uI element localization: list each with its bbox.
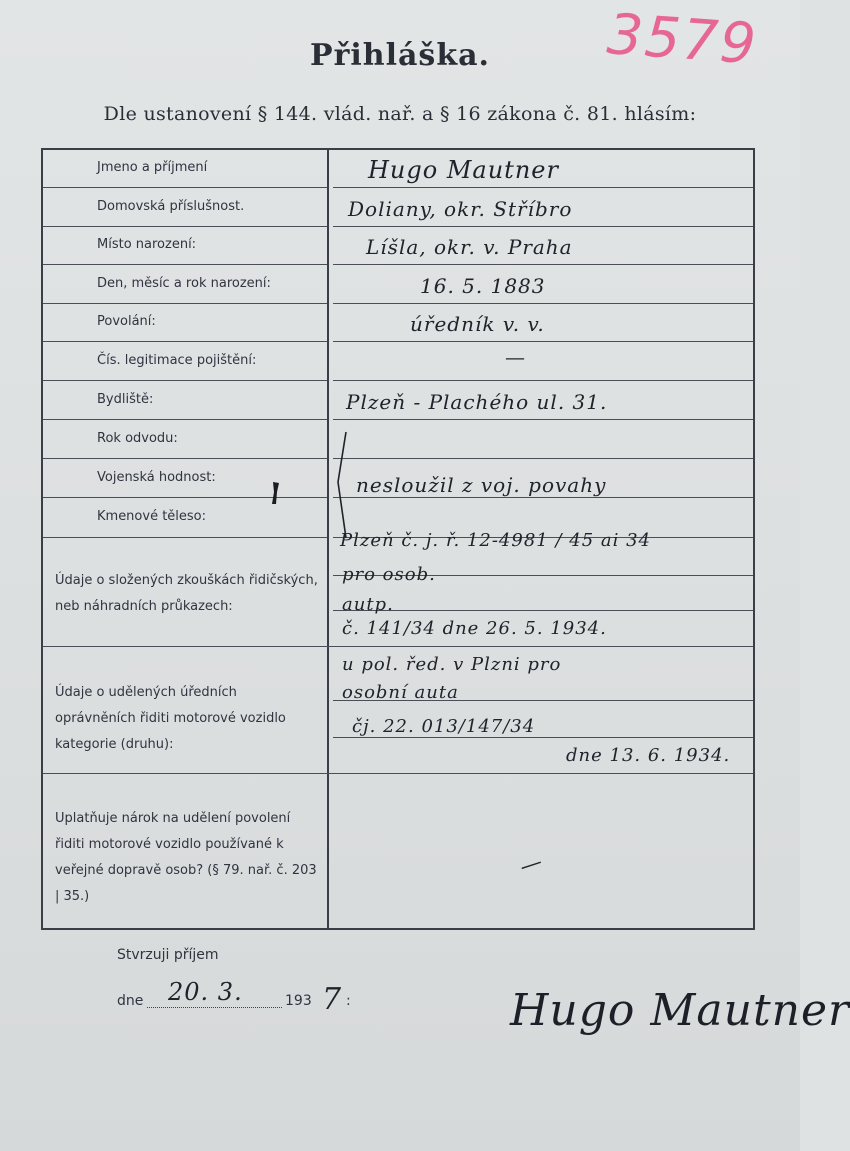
value-domicile: Doliany, okr. Stříbro [348, 197, 573, 221]
receipt-year-suffix: : [346, 993, 351, 1009]
value-exams-line-1: Plzeň č. j. ř. 12-4981 / 45 ai 34 [340, 530, 651, 551]
receipt-year-digit: 7 [322, 982, 343, 1017]
label-insurance: Čís. legitimace pojištění: [97, 353, 257, 368]
row-divider [43, 646, 753, 647]
row-divider [43, 537, 327, 538]
answer-line [333, 458, 753, 459]
row-divider [43, 380, 327, 381]
answer-line [333, 737, 753, 738]
value-name: Hugo Mautner [368, 156, 559, 184]
answer-line [333, 497, 753, 498]
value-permits-line-2: osobní auta [342, 682, 459, 703]
row-divider [43, 226, 327, 227]
ink-blot-mark [270, 480, 280, 506]
receipt-date-prefix: dne [117, 993, 144, 1009]
label-birthdate: Den, měsíc a rok narození: [97, 276, 271, 291]
row-divider [43, 773, 753, 774]
receipt-date-line [147, 1006, 282, 1008]
label-exams: Údaje o složených zkouškách řidičských, neb náhradních průkazech: [55, 573, 318, 614]
row-divider [43, 264, 327, 265]
value-birthplace: Líšla, okr. v. Praha [366, 235, 573, 259]
value-birthdate: 16. 5. 1883 [420, 274, 546, 298]
value-permits-line-4: dne 13. 6. 1934. [566, 745, 731, 766]
value-insurance: — [505, 345, 526, 369]
column-divider [327, 148, 329, 930]
value-exams-line-2: pro osob. [342, 564, 436, 585]
answer-line [333, 303, 753, 304]
answer-line [333, 264, 753, 265]
label-residence: Bydliště: [97, 392, 154, 407]
value-occupation: úředník v. v. [410, 312, 545, 336]
row-divider [43, 419, 327, 420]
value-military: nesloužil z voj. povahy [356, 473, 607, 497]
value-exams-line-3: autp. [342, 594, 394, 615]
row-divider [43, 303, 327, 304]
row-divider [43, 497, 327, 498]
label-birthplace: Místo narození: [97, 237, 197, 252]
row-divider [43, 187, 327, 188]
receipt-year-prefix: 193 [285, 993, 312, 1009]
answer-line [333, 226, 753, 227]
receipt-confirm-label: Stvrzuji příjem [117, 947, 219, 963]
value-residence: Plzeň - Plachého ul. 31. [346, 390, 608, 414]
label-name: Jmeno a příjmení [97, 160, 208, 175]
label-military-rank: Vojenská hodnost: [97, 470, 216, 485]
legal-basis-subtitle: Dle ustanovení § 144. vlád. nař. a § 16 zákona č. 81. hlásím: [103, 103, 697, 125]
answer-line [333, 380, 753, 381]
applicant-signature: Hugo Mautner [510, 985, 850, 1036]
value-public-transport: — [516, 849, 547, 880]
answer-line [333, 419, 753, 420]
row-divider [43, 341, 327, 342]
value-permits-line-3: čj. 22. 013/147/34 [352, 716, 536, 737]
label-permits: Údaje o udělených úředních oprávněních řiditi motorové vozidlo kategorie (druhu): [55, 685, 286, 752]
label-conscription-year: Rok odvodu: [97, 431, 178, 446]
archive-stamp-number: 3579 [604, 2, 760, 78]
label-public-transport: Uplatňuje nárok na udělení povolení řiditi motorové vozidlo používané k veřejné dopravě osob? (§ 79. nař. č. 203 | 35.) [55, 811, 317, 904]
answer-line [333, 341, 753, 342]
label-occupation: Povolání: [97, 314, 156, 329]
value-exams-line-4: č. 141/34 dne 26. 5. 1934. [342, 618, 607, 639]
page-title: Přihláška. [310, 38, 490, 73]
row-divider [43, 458, 327, 459]
value-permits-line-1: u pol. řed. v Plzni pro [342, 654, 562, 675]
receipt-date-value: 20. 3. [168, 978, 243, 1006]
label-domicile: Domovská příslušnost. [97, 199, 245, 214]
answer-line [333, 610, 753, 611]
answer-line [333, 187, 753, 188]
label-regiment: Kmenové těleso: [97, 509, 207, 524]
military-bracket [334, 430, 348, 540]
